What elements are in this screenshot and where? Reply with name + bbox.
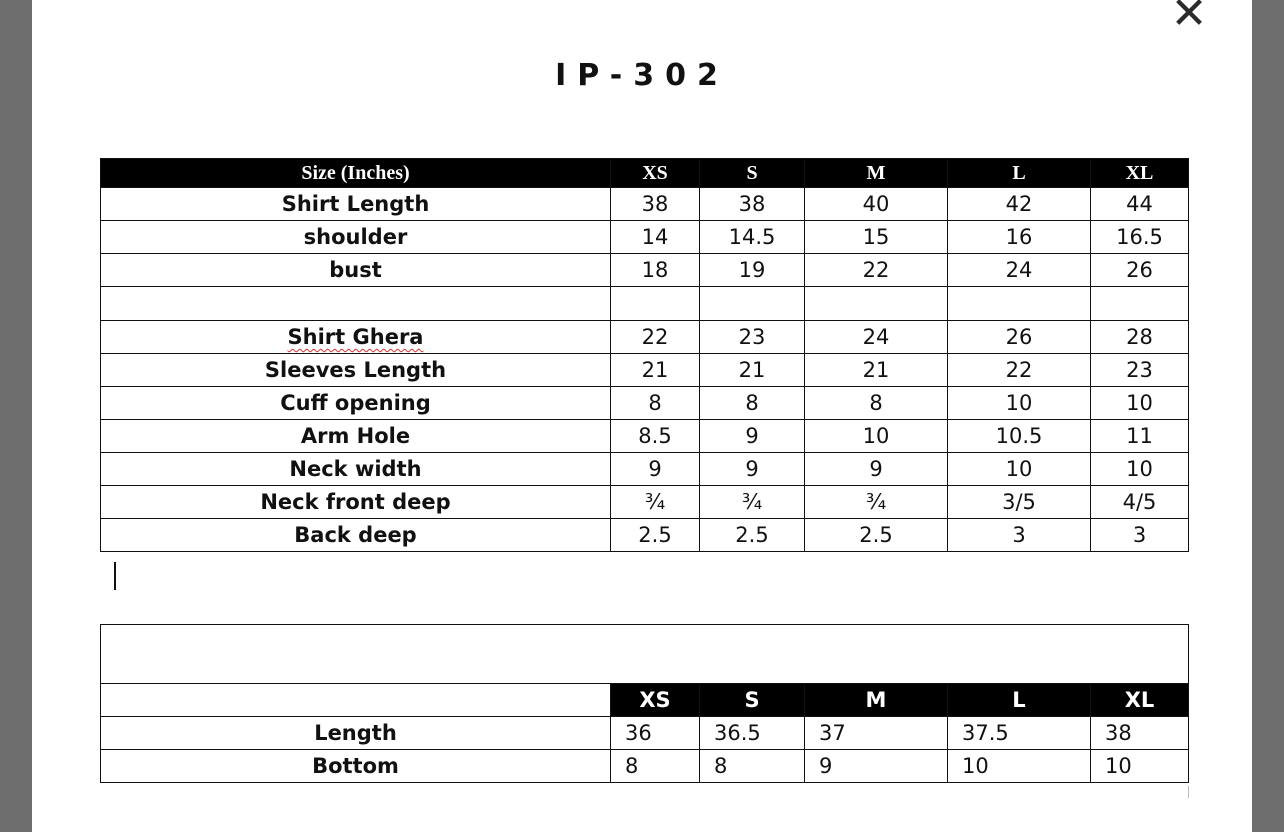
- header-cell-xl: XL: [1091, 159, 1189, 188]
- table-cell: 8: [700, 750, 805, 783]
- table-row: [101, 387, 1189, 420]
- table-cell: 26: [1091, 254, 1189, 287]
- table-row: [101, 717, 1189, 750]
- header-cell-xl: XL: [1091, 684, 1189, 717]
- table-cell: ¾: [805, 486, 948, 519]
- table-cell: 10: [805, 420, 948, 453]
- text-cursor: [114, 562, 116, 590]
- header-cell-l: L: [948, 159, 1091, 188]
- header-cell-m: M: [805, 684, 948, 717]
- table-cell: 9: [805, 750, 948, 783]
- table-cell: 9: [611, 453, 700, 486]
- resize-tick: [1188, 786, 1189, 798]
- table-cell: 16: [948, 221, 1091, 254]
- row-label: shoulder: [101, 221, 611, 254]
- size-chart-table: [100, 158, 1189, 552]
- header-cell-m: M: [805, 159, 948, 188]
- table-cell: 9: [700, 453, 805, 486]
- table-row: [101, 188, 1189, 221]
- table-header-row: [101, 159, 1189, 188]
- table-cell: 37.5: [948, 717, 1091, 750]
- row-label: Cuff opening: [101, 387, 611, 420]
- table-row: [101, 453, 1189, 486]
- table-cell: 8: [611, 750, 700, 783]
- header-cell-l: L: [948, 684, 1091, 717]
- table-cell: 22: [948, 354, 1091, 387]
- table-cell: 22: [805, 254, 948, 287]
- table-cell: 8.5: [611, 420, 700, 453]
- row-label: [101, 287, 611, 321]
- table-cell: [805, 287, 948, 321]
- table-cell: 4/5: [1091, 486, 1189, 519]
- table-cell: 8: [805, 387, 948, 420]
- table-cell: [1091, 287, 1189, 321]
- table-cell: 8: [611, 387, 700, 420]
- table-cell: 9: [805, 453, 948, 486]
- table-cell: 2.5: [805, 519, 948, 552]
- table-cell: 37: [805, 717, 948, 750]
- table-cell: 14: [611, 221, 700, 254]
- row-label: Neck front deep: [101, 486, 611, 519]
- table-cell: 10: [948, 750, 1091, 783]
- table-cell: [700, 287, 805, 321]
- table-cell: 19: [700, 254, 805, 287]
- row-label: Neck width: [101, 453, 611, 486]
- table-cell: 36.5: [700, 717, 805, 750]
- table-row: [101, 287, 1189, 321]
- table-cell: 23: [1091, 354, 1189, 387]
- table-cell: ¾: [700, 486, 805, 519]
- table-cell: 10: [1091, 453, 1189, 486]
- empty-row: [101, 625, 1189, 684]
- table-cell: 2.5: [700, 519, 805, 552]
- table-cell: 2.5: [611, 519, 700, 552]
- table-row: [101, 519, 1189, 552]
- table-cell: 22: [611, 321, 700, 354]
- header-cell-s: S: [700, 684, 805, 717]
- row-label: Back deep: [101, 519, 611, 552]
- table-row: [101, 254, 1189, 287]
- table-cell: 21: [805, 354, 948, 387]
- table-cell: 26: [948, 321, 1091, 354]
- table-cell: 15: [805, 221, 948, 254]
- row-label: [101, 321, 611, 354]
- table-cell: 24: [948, 254, 1091, 287]
- row-label: Length: [101, 717, 611, 750]
- table-cell: 36: [611, 717, 700, 750]
- table-cell: 23: [700, 321, 805, 354]
- table-cell: 38: [1091, 717, 1189, 750]
- table-cell: 10: [948, 453, 1091, 486]
- table-row: [101, 486, 1189, 519]
- table-cell: [948, 287, 1091, 321]
- table-cell: 21: [611, 354, 700, 387]
- table-cell: ¾: [611, 486, 700, 519]
- table-cell: 38: [611, 188, 700, 221]
- table-cell: 18: [611, 254, 700, 287]
- table-cell: 16.5: [1091, 221, 1189, 254]
- table-cell: [611, 287, 700, 321]
- table-cell: 3/5: [948, 486, 1091, 519]
- row-label: Sleeves Length: [101, 354, 611, 387]
- table-cell: 10: [1091, 387, 1189, 420]
- header-cell-xs: XS: [611, 684, 700, 717]
- table-row: [101, 354, 1189, 387]
- table-cell: 8: [700, 387, 805, 420]
- table-cell: 10: [948, 387, 1091, 420]
- table-cell: 28: [1091, 321, 1189, 354]
- table-cell: 10: [1091, 750, 1189, 783]
- row-label: Shirt Length: [101, 188, 611, 221]
- table-cell: 24: [805, 321, 948, 354]
- table-cell: 42: [948, 188, 1091, 221]
- header-cell-s: S: [700, 159, 805, 188]
- header-cell-xs: XS: [611, 159, 700, 188]
- table-cell: 44: [1091, 188, 1189, 221]
- table-header-row: [101, 684, 1189, 717]
- table-cell: 38: [700, 188, 805, 221]
- table-cell: 14.5: [700, 221, 805, 254]
- row-label-text: Shirt Ghera: [287, 325, 424, 349]
- table-cell: 3: [1091, 519, 1189, 552]
- header-cell-size: Size (Inches): [101, 159, 611, 188]
- table-cell: 21: [700, 354, 805, 387]
- row-label: bust: [101, 254, 611, 287]
- close-icon[interactable]: ✕: [1170, 0, 1208, 39]
- table-cell: 40: [805, 188, 948, 221]
- table-cell: 3: [948, 519, 1091, 552]
- table-cell: 11: [1091, 420, 1189, 453]
- table-row: [101, 420, 1189, 453]
- table-row: [101, 321, 1189, 354]
- page-title: IP-302: [555, 58, 729, 93]
- table-cell: 9: [700, 420, 805, 453]
- row-label: Bottom: [101, 750, 611, 783]
- table-row: [101, 221, 1189, 254]
- table-cell: 10.5: [948, 420, 1091, 453]
- header-cell-blank: [101, 684, 611, 717]
- row-label: Arm Hole: [101, 420, 611, 453]
- bottom-size-table: [100, 624, 1189, 783]
- table-row: [101, 750, 1189, 783]
- empty-cell: [101, 625, 1189, 684]
